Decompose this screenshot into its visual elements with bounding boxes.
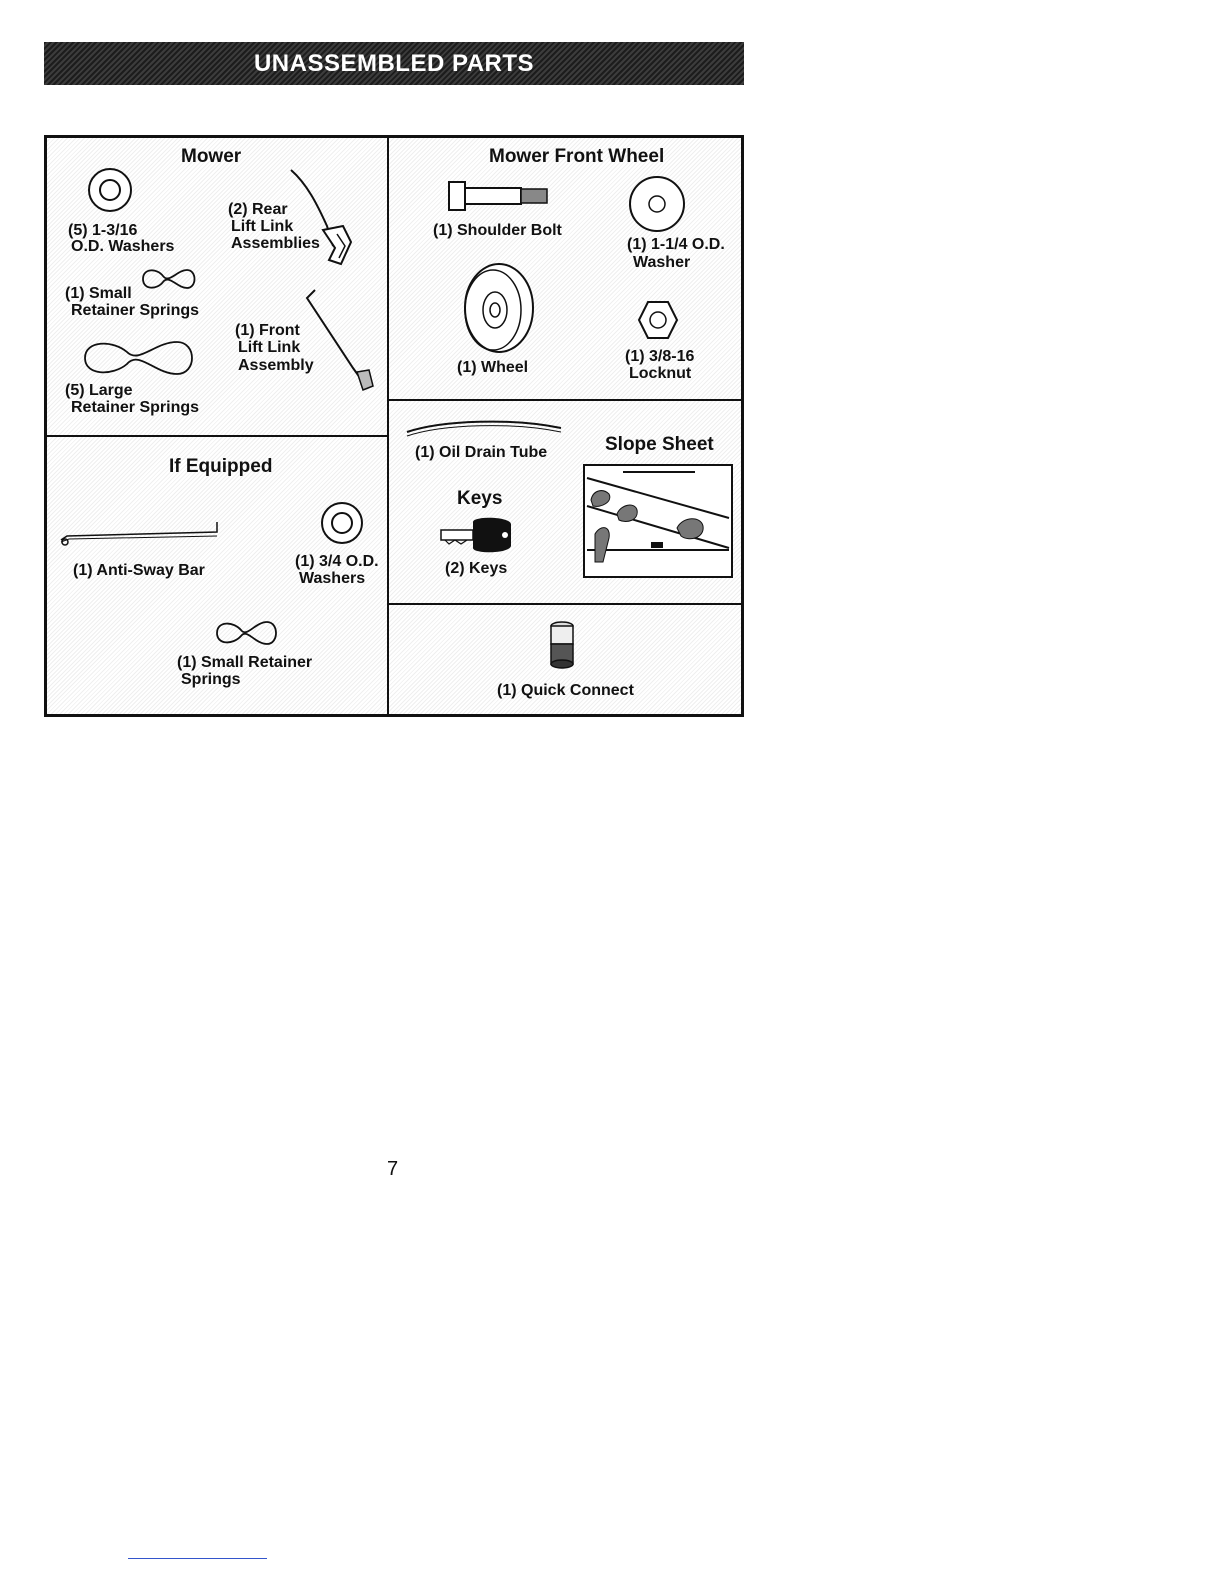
small-retainer-label-2: Retainer Springs	[71, 302, 200, 319]
if-equipped-spring-icon	[211, 618, 283, 648]
front-lift-link-label-3: Assembly	[238, 357, 314, 374]
small-retainer-label-1: (1) Small	[65, 285, 132, 302]
mower-washers-label-2: O.D. Washers	[71, 238, 175, 255]
front-wheel-washer-label-1: (1) 1-1/4 O.D.	[627, 236, 725, 253]
locknut-icon	[637, 300, 679, 340]
small-spring-icon	[137, 266, 201, 292]
if-equipped-small-retainer-label-2: Springs	[181, 671, 241, 688]
large-spring-icon	[77, 336, 201, 380]
page-number: 7	[387, 1158, 399, 1180]
mower-washers-label-1: (5) 1-3/16	[68, 222, 138, 239]
small-washer-icon	[319, 500, 365, 546]
rear-lift-link-label-1: (2) Rear	[228, 201, 288, 218]
front-lift-link-label-1: (1) Front	[235, 322, 300, 339]
keys-title: Keys	[457, 488, 503, 509]
if-equipped-washers-label-2: Washers	[299, 570, 366, 587]
oil-drain-tube-label: (1) Oil Drain Tube	[415, 444, 548, 461]
divider-vertical	[387, 138, 389, 714]
large-retainer-label-2: Retainer Springs	[71, 399, 200, 416]
washer-icon	[87, 167, 133, 213]
anti-sway-bar-label: (1) Anti-Sway Bar	[73, 562, 205, 579]
rear-lift-link-label-2: Lift Link	[231, 218, 294, 235]
quick-connect-icon	[543, 620, 581, 670]
page-title: UNASSEMBLED PARTS	[253, 49, 535, 77]
front-wheel-washer-label-2: Washer	[633, 254, 691, 271]
quick-connect-label: (1) Quick Connect	[497, 682, 634, 699]
locknut-label-2: Locknut	[629, 365, 692, 382]
section-title-if-equipped: If Equipped	[169, 456, 273, 477]
front-lift-link-icon	[297, 286, 379, 394]
wheel-label: (1) Wheel	[457, 359, 529, 376]
key-icon	[439, 514, 515, 556]
footer-link-line	[128, 1558, 267, 1559]
front-wheel-washer-icon	[627, 174, 687, 234]
large-retainer-label-1: (5) Large	[65, 382, 133, 399]
front-lift-link-label-2: Lift Link	[238, 339, 301, 356]
bolt-icon	[447, 180, 551, 214]
if-equipped-washers-label-1: (1) 3/4 O.D.	[295, 553, 379, 570]
shoulder-bolt-label: (1) Shoulder Bolt	[433, 222, 562, 239]
keys-label: (2) Keys	[445, 560, 508, 577]
tube-icon	[403, 418, 565, 438]
divider-left	[47, 435, 387, 437]
divider-right-2	[389, 603, 741, 605]
anti-sway-bar-icon	[57, 518, 229, 552]
rear-lift-link-icon	[287, 164, 357, 274]
divider-right-1	[389, 399, 741, 401]
section-title-mower-front-wheel: Mower Front Wheel	[489, 146, 665, 167]
if-equipped-small-retainer-label-1: (1) Small Retainer	[177, 654, 313, 671]
slope-sheet-title: Slope Sheet	[605, 434, 714, 455]
parts-frame	[44, 135, 744, 717]
section-title-mower: Mower	[181, 146, 242, 167]
header-banner	[44, 42, 744, 85]
wheel-icon	[455, 262, 537, 358]
slope-sheet-icon	[583, 464, 733, 578]
rear-lift-link-label-3: Assemblies	[231, 235, 320, 252]
locknut-label-1: (1) 3/8-16	[625, 348, 695, 365]
